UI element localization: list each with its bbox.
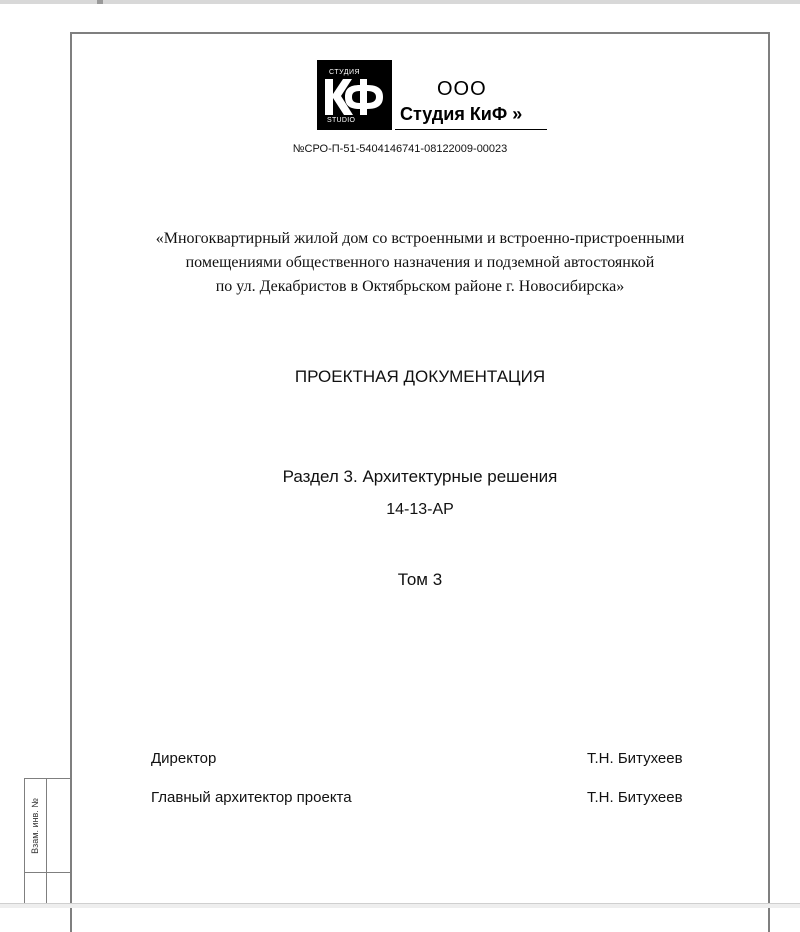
volume-number: Том 3	[397, 570, 443, 589]
stamp-label: Взам. инв. №	[30, 798, 41, 854]
scroll-marker	[97, 0, 103, 4]
logo-company-name: Студия КиФ »	[400, 104, 523, 124]
document-type: ПРОЕКТНАЯ ДОКУМЕНТАЦИЯ	[294, 367, 546, 386]
window-bottom-bar	[0, 903, 800, 908]
logo-org-form: ООО	[437, 78, 487, 100]
logo-small-bottom: STUDIO	[327, 117, 356, 124]
sro-number: №СРО-П-51-5404146741-08122009-00023	[292, 143, 508, 155]
company-logo	[317, 60, 547, 134]
window-top-bar	[0, 0, 800, 4]
stamp-border	[46, 778, 47, 907]
signature-role-director: Директор	[151, 750, 217, 767]
signature-name-director: Т.Н. Битухеев	[587, 750, 683, 767]
stamp-label-cell	[24, 782, 46, 870]
project-name	[70, 227, 770, 299]
logo-small-top: СТУДИЯ	[329, 69, 361, 76]
stamp-border	[24, 778, 70, 779]
stamp-border	[24, 872, 70, 873]
side-stamp-table	[24, 778, 70, 907]
section-title: Раздел 3. Архитектурные решения	[282, 467, 558, 486]
project-name-line: по ул. Декабристов в Октябрьском районе г. Новосибирска»	[215, 278, 625, 295]
document-code: 14-13-АР	[386, 501, 454, 518]
logo-underline	[395, 129, 547, 130]
project-name-line: помещениями общественного назначения и подземной автостоянкой	[185, 254, 655, 271]
kif-monogram-icon	[323, 77, 387, 117]
signature-name-chief-architect: Т.Н. Битухеев	[587, 789, 683, 806]
signature-role-chief-architect: Главный архитектор проекта	[151, 789, 352, 806]
logo-quote-open: «	[379, 104, 387, 120]
project-name-line: «Многоквартирный жилой дом со встроенными и встроенно-пристроенными	[155, 230, 685, 247]
